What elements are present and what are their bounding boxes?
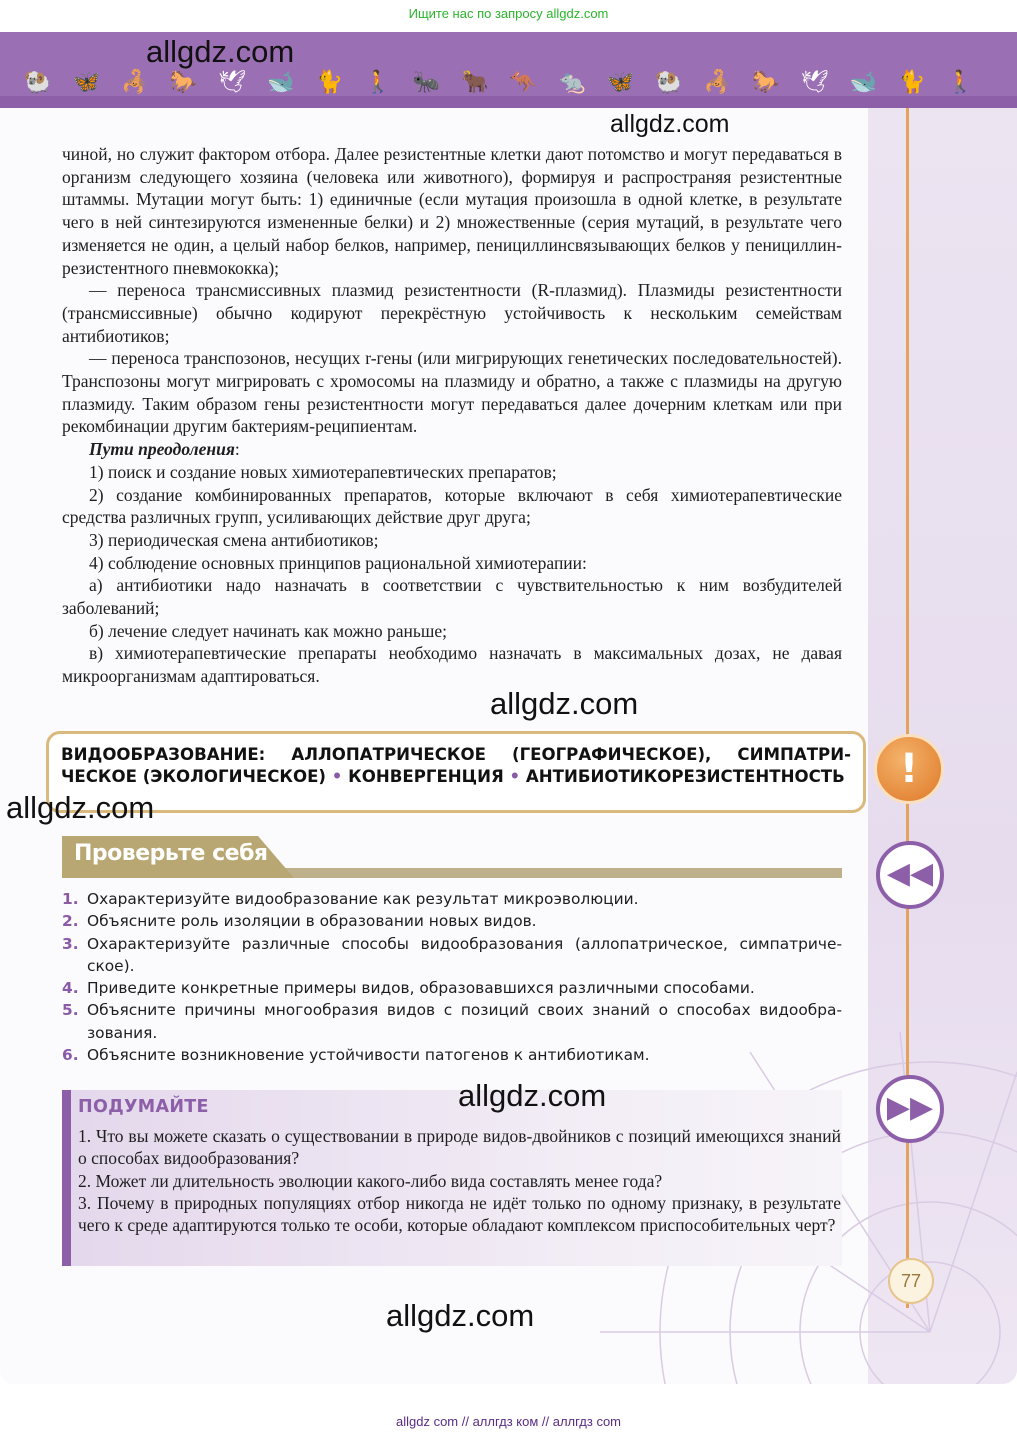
question-number: 2. [62, 912, 79, 931]
top-hint: Ищите нас по запросу allgdz.com [408, 6, 609, 21]
question-text: Объясните возникновение устойчивости патогенов к антибиотикам. [87, 1046, 650, 1065]
list-item [62, 910, 842, 932]
keyword-separator: • [509, 767, 521, 786]
ways-title: Пути преодоления [89, 439, 235, 460]
think-box [62, 1090, 842, 1266]
animal-silhouette-icon: 🕊 [800, 70, 829, 95]
animal-silhouette-icon: 🐈 [898, 70, 926, 95]
list-item [62, 999, 842, 1044]
list-item [62, 977, 842, 999]
watermark: allgdz.com [610, 110, 730, 138]
watermark: allgdz.com [146, 34, 295, 69]
watermark: allgdz.com [6, 790, 155, 825]
fast-forward-button[interactable]: ▶▶ [876, 1075, 944, 1143]
question-number: 6. [62, 1046, 79, 1065]
check-questions-list [62, 888, 842, 1066]
body-paragraph: — переноса трансмиссивных плазмид резистентности (R-плазмид). Плазмиды резистентности (трансмиссивные) обычно кодируют перекрёстную устойчивость к нескольким семействам антибиотиков; [62, 280, 842, 346]
watermark: allgdz.com [458, 1078, 607, 1113]
animal-silhouette-icon: 🐜 [412, 70, 440, 95]
animal-silhouettes-row [24, 70, 974, 96]
main-text [62, 143, 842, 688]
question-text: Охарактеризуйте различные способы видообразования (аллопатрическое, симпатрическое). [87, 934, 842, 975]
question-text: Объясните причины многообразия видов с позиций своих знаний о способах видообразования. [87, 1001, 842, 1042]
body-paragraph: — переноса транспозонов, несущих r-гены (или мигрирующих генетических последовательностей). Транспозоны могут мигрировать с хромосомы на плазмиду и обратно, а также с плазмиды на другую плазмиду. Таким образом гены резистентности могут передаваться далее дочерним клеткам или при рекомбинации другим бактериям-реципиентам. [62, 348, 842, 437]
animal-silhouette-icon: 🦋 [72, 70, 100, 95]
check-yourself-header [62, 836, 842, 878]
header-band-strip [0, 96, 1017, 108]
question-text: Объясните роль изоляции в образовании новых видов. [87, 912, 537, 931]
think-question: 1. Что вы можете сказать о существовании в природе видов-двойников с позиций имеющихся знаний о способах видообразования? [78, 1126, 841, 1169]
animal-silhouette-icon: 🦋 [606, 70, 634, 95]
think-title: ПОДУМАЙТЕ [78, 1097, 209, 1117]
animal-silhouette-icon: 🐎 [752, 70, 780, 95]
ways-item: 3) периодическая смена антибиотиков; [89, 529, 379, 550]
animal-silhouette-icon: 🦘 [509, 70, 537, 95]
keyword-separator: • [331, 767, 343, 786]
animal-silhouette-icon: 🐂 [461, 70, 489, 95]
think-question: 2. Может ли длительность эволюции какого-либо вида составлять менее года? [78, 1170, 663, 1191]
question-number: 3. [62, 934, 79, 953]
body-paragraph: чиной, но служит фактором отбора. Далее резистентные клетки дают потомство и могут передаваться в организм следующего хозяина (человека или животного), формируя и распространяя резистентные штаммы. Мутации могут быть: 1) единичные (если мутация произошла в одной клетке, в результате чего в ней синтезируются измененные белки) и 2) множественные (серия мутаций, в результате чего изменяется не один, а целый набор белков, например, пенициллинсвязывающих белков у пенициллин-резистентного пневмококка); [62, 144, 842, 278]
keyword: ЧЕСКОЕ (ЭКОЛОГИЧЕСКОЕ) [61, 767, 326, 786]
think-body [78, 1125, 841, 1236]
exclamation-icon: ! [874, 734, 944, 804]
question-number: 1. [62, 890, 79, 908]
ways-item: 4) соблюдение основных принципов рациональной химиотерапии: [89, 552, 587, 573]
question-text: Охарактеризуйте видообразование как результат микроэволюции. [87, 890, 639, 908]
animal-silhouette-icon: 🐋 [267, 70, 295, 95]
ways-heading: Пути преодоления: [89, 439, 240, 460]
animal-silhouette-icon: 🐋 [849, 70, 877, 95]
question-number: 4. [62, 979, 79, 998]
ways-item: 2) создание комбинированных препаратов, которые включают в себя химиотерапевтические средства различных групп, усиливающих действие друг друга; [62, 484, 842, 528]
animal-silhouette-icon: 🐎 [169, 70, 197, 95]
animal-silhouette-icon: 🚶 [364, 70, 392, 95]
animal-silhouette-icon: 🐏 [655, 70, 683, 95]
ways-item: в) химиотерапевтические препараты необходимо назначать в максимальных дозах, не давая микроорганизмам адаптироваться. [62, 643, 842, 687]
ways-item: б) лечение следует начинать как можно раньше; [89, 620, 447, 641]
footer-links: allgdz com // аллгдз ком // аллгдз com [395, 1414, 622, 1429]
animal-silhouette-icon: 🕊 [218, 70, 246, 95]
check-yourself-title: Проверьте себя [74, 841, 268, 866]
animal-silhouette-icon: 🐈 [315, 70, 343, 95]
animal-silhouette-icon: 🚶 [946, 70, 974, 95]
think-question: 3. Почему в природных популяциях отбор никогда не идёт только по одному признаку, в результате чего к среде адаптируются только те особи, которые обладают комплексом приспособительных черт? [78, 1192, 841, 1236]
list-item [62, 1044, 842, 1066]
ways-item: 1) поиск и создание новых химиотерапевтических препаратов; [89, 461, 557, 482]
check-header-rule [282, 868, 842, 878]
watermark: allgdz.com [386, 1298, 535, 1333]
question-text: Приведите конкретные примеры видов, образовавшихся различными способами. [87, 979, 755, 998]
keyword: АНТИБИОТИКОРЕЗИСТЕНТНОСТЬ [525, 767, 845, 786]
animal-silhouette-icon: 🐏 [24, 70, 52, 95]
page-number: 77 [888, 1258, 934, 1304]
keyword: КОНВЕРГЕНЦИЯ [348, 767, 504, 786]
keywords-line-2 [61, 766, 851, 788]
keywords-box [46, 731, 866, 813]
watermark: allgdz.com [490, 686, 639, 721]
keywords-line-1: ВИДООБРАЗОВАНИЕ: АЛЛОПАТРИЧЕСКОЕ (ГЕОГРАФИЧЕСКОЕ), СИМПАТРИ- [61, 745, 851, 764]
animal-silhouette-icon: 🦂 [121, 70, 149, 95]
list-item [62, 888, 842, 910]
list-item [62, 933, 842, 978]
rewind-back-button[interactable]: ◀◀ [876, 841, 944, 909]
animal-silhouette-icon: 🐀 [558, 70, 586, 95]
ways-item: а) антибиотики надо назначать в соответствии с чувствительностью к ним возбудителей заболеваний; [62, 575, 842, 619]
animal-silhouette-icon: 🦂 [703, 70, 731, 95]
question-number: 5. [62, 1001, 79, 1020]
